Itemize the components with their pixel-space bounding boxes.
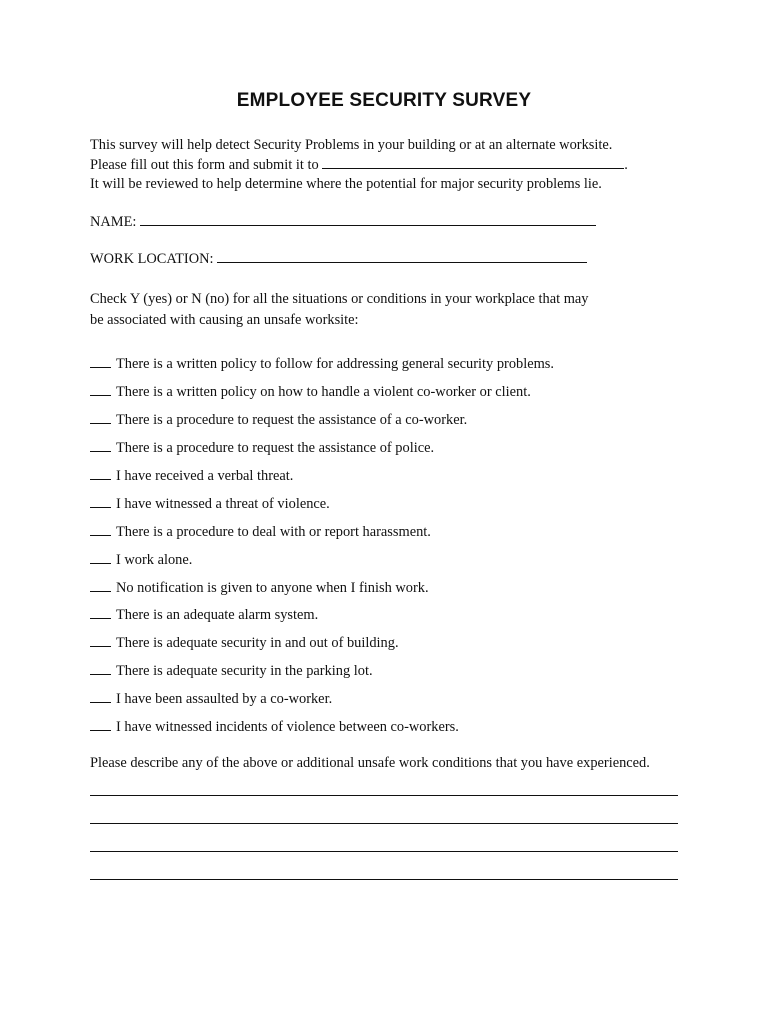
answer-blank[interactable]: [90, 661, 111, 675]
checklist-item-text: I have witnessed a threat of violence.: [116, 495, 330, 512]
answer-blank[interactable]: [90, 382, 111, 396]
intro-line-3: It will be reviewed to help determine where the potential for major security problems lie.: [90, 176, 602, 192]
description-line[interactable]: [90, 795, 678, 796]
answer-blank[interactable]: [90, 605, 111, 619]
checklist-item: [90, 466, 554, 494]
checklist-item-text: I have received a verbal threat.: [116, 467, 294, 484]
description-line[interactable]: [90, 879, 678, 880]
checklist-item: [90, 522, 554, 550]
intro-line-2: [90, 156, 690, 176]
page-title: EMPLOYEE SECURITY SURVEY: [236, 90, 532, 111]
answer-blank[interactable]: [90, 438, 111, 452]
checklist-item-text: There is a procedure to deal with or report harassment.: [116, 523, 431, 540]
checklist-instructions: [90, 289, 690, 331]
answer-blank[interactable]: [90, 354, 111, 368]
checklist-item: [90, 382, 554, 410]
checklist-item-text: There is an adequate alarm system.: [116, 607, 319, 624]
intro-line-1: This survey will help detect Security Problems in your building or at an alternate worksite.: [90, 137, 613, 153]
work-location-blank[interactable]: [217, 250, 587, 263]
answer-blank[interactable]: [90, 689, 111, 703]
checklist-item-text: I have witnessed incidents of violence between co-workers.: [116, 719, 459, 736]
checklist-instructions-line-2: be associated with causing an unsafe worksite:: [90, 312, 359, 328]
description-lines: [90, 795, 678, 907]
checklist-item-text: There is a procedure to request the assistance of a co-worker.: [116, 411, 468, 428]
checklist-item-text: There is adequate security in and out of building.: [116, 635, 399, 652]
checklist: [90, 354, 554, 745]
answer-blank[interactable]: [90, 522, 111, 536]
checklist-item: [90, 494, 554, 522]
answer-blank[interactable]: [90, 550, 111, 564]
checklist-item: [90, 717, 554, 745]
answer-blank[interactable]: [90, 410, 111, 424]
checklist-item-text: There is a written policy to follow for addressing general security problems.: [116, 356, 554, 372]
checklist-item: [90, 633, 554, 661]
checklist-item: [90, 689, 554, 717]
checklist-item-text: There is adequate security in the parking lot.: [116, 663, 373, 680]
answer-blank[interactable]: [90, 633, 111, 647]
checklist-item: [90, 578, 554, 606]
checklist-item-text: I have been assaulted by a co-worker.: [116, 691, 333, 708]
describe-prompt: Please describe any of the above or additional unsafe work conditions that you have experienced.: [90, 755, 650, 771]
name-blank[interactable]: [140, 213, 596, 226]
checklist-item: [90, 354, 554, 382]
submit-to-blank[interactable]: [322, 156, 624, 169]
checklist-item-text: No notification is given to anyone when I finish work.: [116, 579, 429, 596]
intro-period: .: [624, 156, 628, 173]
checklist-instructions-line-1: Check Y (yes) or N (no) for all the situations or conditions in your workplace that may: [90, 291, 589, 307]
intro-paragraph: [90, 136, 690, 195]
intro-submit-text: Please fill out this form and submit it to: [90, 156, 319, 173]
name-label: NAME:: [90, 214, 137, 230]
work-location-label: WORK LOCATION:: [90, 251, 214, 267]
description-line[interactable]: [90, 823, 678, 824]
name-field: [90, 213, 610, 233]
description-line[interactable]: [90, 851, 678, 852]
checklist-item: [90, 550, 554, 578]
answer-blank[interactable]: [90, 717, 111, 731]
checklist-item-text: There is a written policy on how to handle a violent co-worker or client.: [116, 383, 531, 400]
checklist-item-text: I work alone.: [116, 551, 193, 568]
answer-blank[interactable]: [90, 466, 111, 480]
answer-blank[interactable]: [90, 578, 111, 592]
checklist-item: [90, 410, 554, 438]
checklist-item: [90, 661, 554, 689]
checklist-item: [90, 605, 554, 633]
answer-blank[interactable]: [90, 494, 111, 508]
work-location-field: [90, 250, 610, 270]
checklist-item-text: There is a procedure to request the assistance of police.: [116, 439, 435, 456]
checklist-item: [90, 438, 554, 466]
